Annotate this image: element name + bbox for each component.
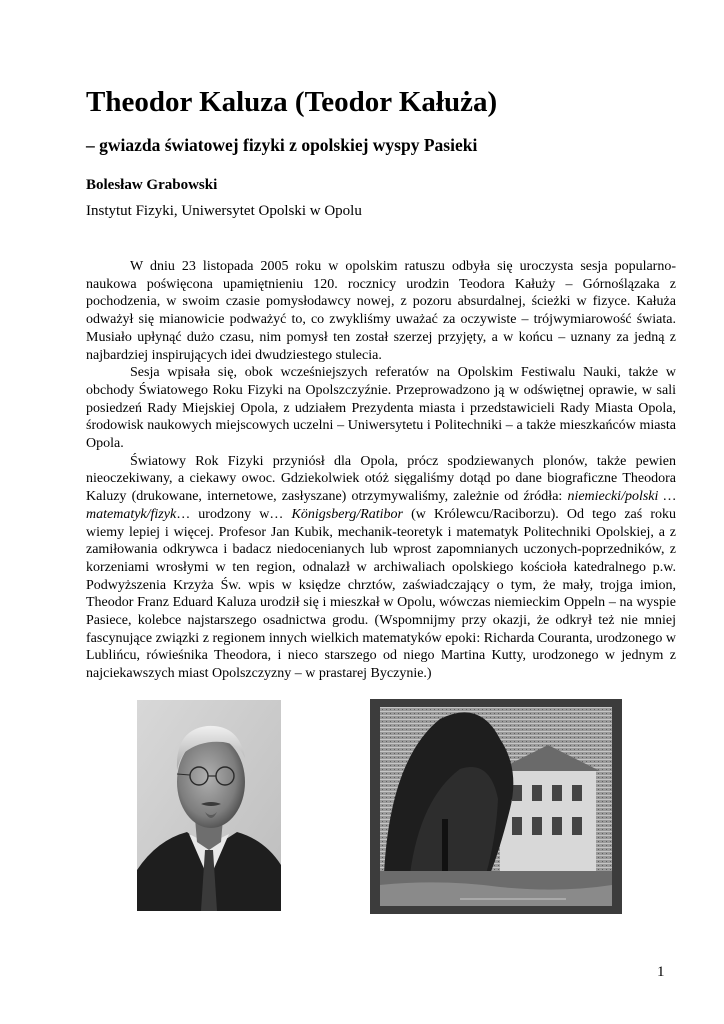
paragraph-3-italic-1: niemiecki/polski … matematyk/fizyk xyxy=(86,489,676,522)
paragraph-3-text-b: … urodzony w… xyxy=(176,506,292,522)
paragraph-3-text-c: (w Królewcu/Raciborzu). Od tego zaś roku wiemy lepiej i więcej. Profesor Jan Kubik, mechanik-teoretyk i matematyk Politechniki Opolskiej, a z zamiłowania odkrywca i badacz niedocenianych lub wprost zapomnianych uczonych-poprzedników, z korzeniami wrosłymi w ten region, odnalazł w archiwaliach opolskiego kościoła katedralnego p.w. Podwyższenia Krzyża Św. wpis w księdze chrztów, zaświadczający o tym, że mały, trojga imion, Theodor Franz Eduard Kaluza urodził się i mieszkał w Opolu, wówczas niemieckim Oppeln – na wyspie Pasiece, kolebce najstarszego osadnictwa grodu. (Wspomnijmy przy okazji, że odkrył też nie mniej fascynujące związki z regionem innych wielkich matematyków epoki: Richarda Couranta, urodzonego w Lublińcu, rówieśnika Theodora, i nieco starszego od niego Martina Kutty, urodzonego w jednym z najciekawszych miast Opolszczyzny – w prastarej Byczynie.) xyxy=(86,506,676,682)
paragraph-3-text-a: Światowy Rok Fizyki przyniósł dla Opola, prócz spodziewanych plonów, także pewien nieoczekiwany, a ciekawy owoc. Gdziekolwiek otóż sięgaliśmy dotąd po dane biograficzne Theodora Kaluzy (drukowane, internetowe, zasłyszane) otrzymywaliśmy, zależnie od źródła: xyxy=(86,453,676,505)
paper-title: Theodor Kaluza (Teodor Kałuża) xyxy=(86,86,498,118)
paragraph-3 xyxy=(86,453,676,683)
paper-subtitle: – gwiazda światowej fizyki z opolskiej wyspy Pasieki xyxy=(86,135,478,155)
paragraph-2: Sesja wpisała się, obok wcześniejszych referatów na Opolskim Festiwalu Nauki, także w obchody Światowego Roku Fizyki na Opolszczyźnie. Przeprowadzono ją w odświętnej oprawie, w sali posiedzeń Rady Miejskiej Opola, z udziałem Prezydenta miasta i przedstawicieli Rady Miasta Opola, środowisk naukowych miejscowych uczelni – Uniwersytetu i Politechniki – a także mieszkańców miasta Opola. xyxy=(86,365,676,452)
paragraph-3-italic-2: Königsberg/Ratibor xyxy=(291,506,404,522)
body-text xyxy=(86,258,676,683)
page-number: 1 xyxy=(657,964,665,980)
author-affiliation: Instytut Fizyki, Uniwersytet Opolski w Opolu xyxy=(86,203,362,219)
author-name: Bolesław Grabowski xyxy=(86,177,218,193)
paragraph-1: W dniu 23 listopada 2005 roku w opolskim ratuszu odbyła się uroczysta sesja popularno-naukowa poświęcona upamiętnieniu 120. rocznicy urodzin Teodora Kałuży – Górnoślązaka z pochodzenia, w swoim czasie pomysłodawcy nowej, z pozoru absurdalnej, ścieżki w fizyce. Kałuża odważył się mianowicie podważyć to, co zwykliśmy uważać za oczywiste – trójwymiarowość świata. Musiało upłynąć dużo czasu, nim pomysł ten został szerzej przyjęty, a w końcu – uznany za jedną z najbardziej inspirujących idei dwudziestego stulecia. xyxy=(86,259,676,363)
villa-photo xyxy=(370,699,622,914)
portrait-photo xyxy=(137,700,281,911)
